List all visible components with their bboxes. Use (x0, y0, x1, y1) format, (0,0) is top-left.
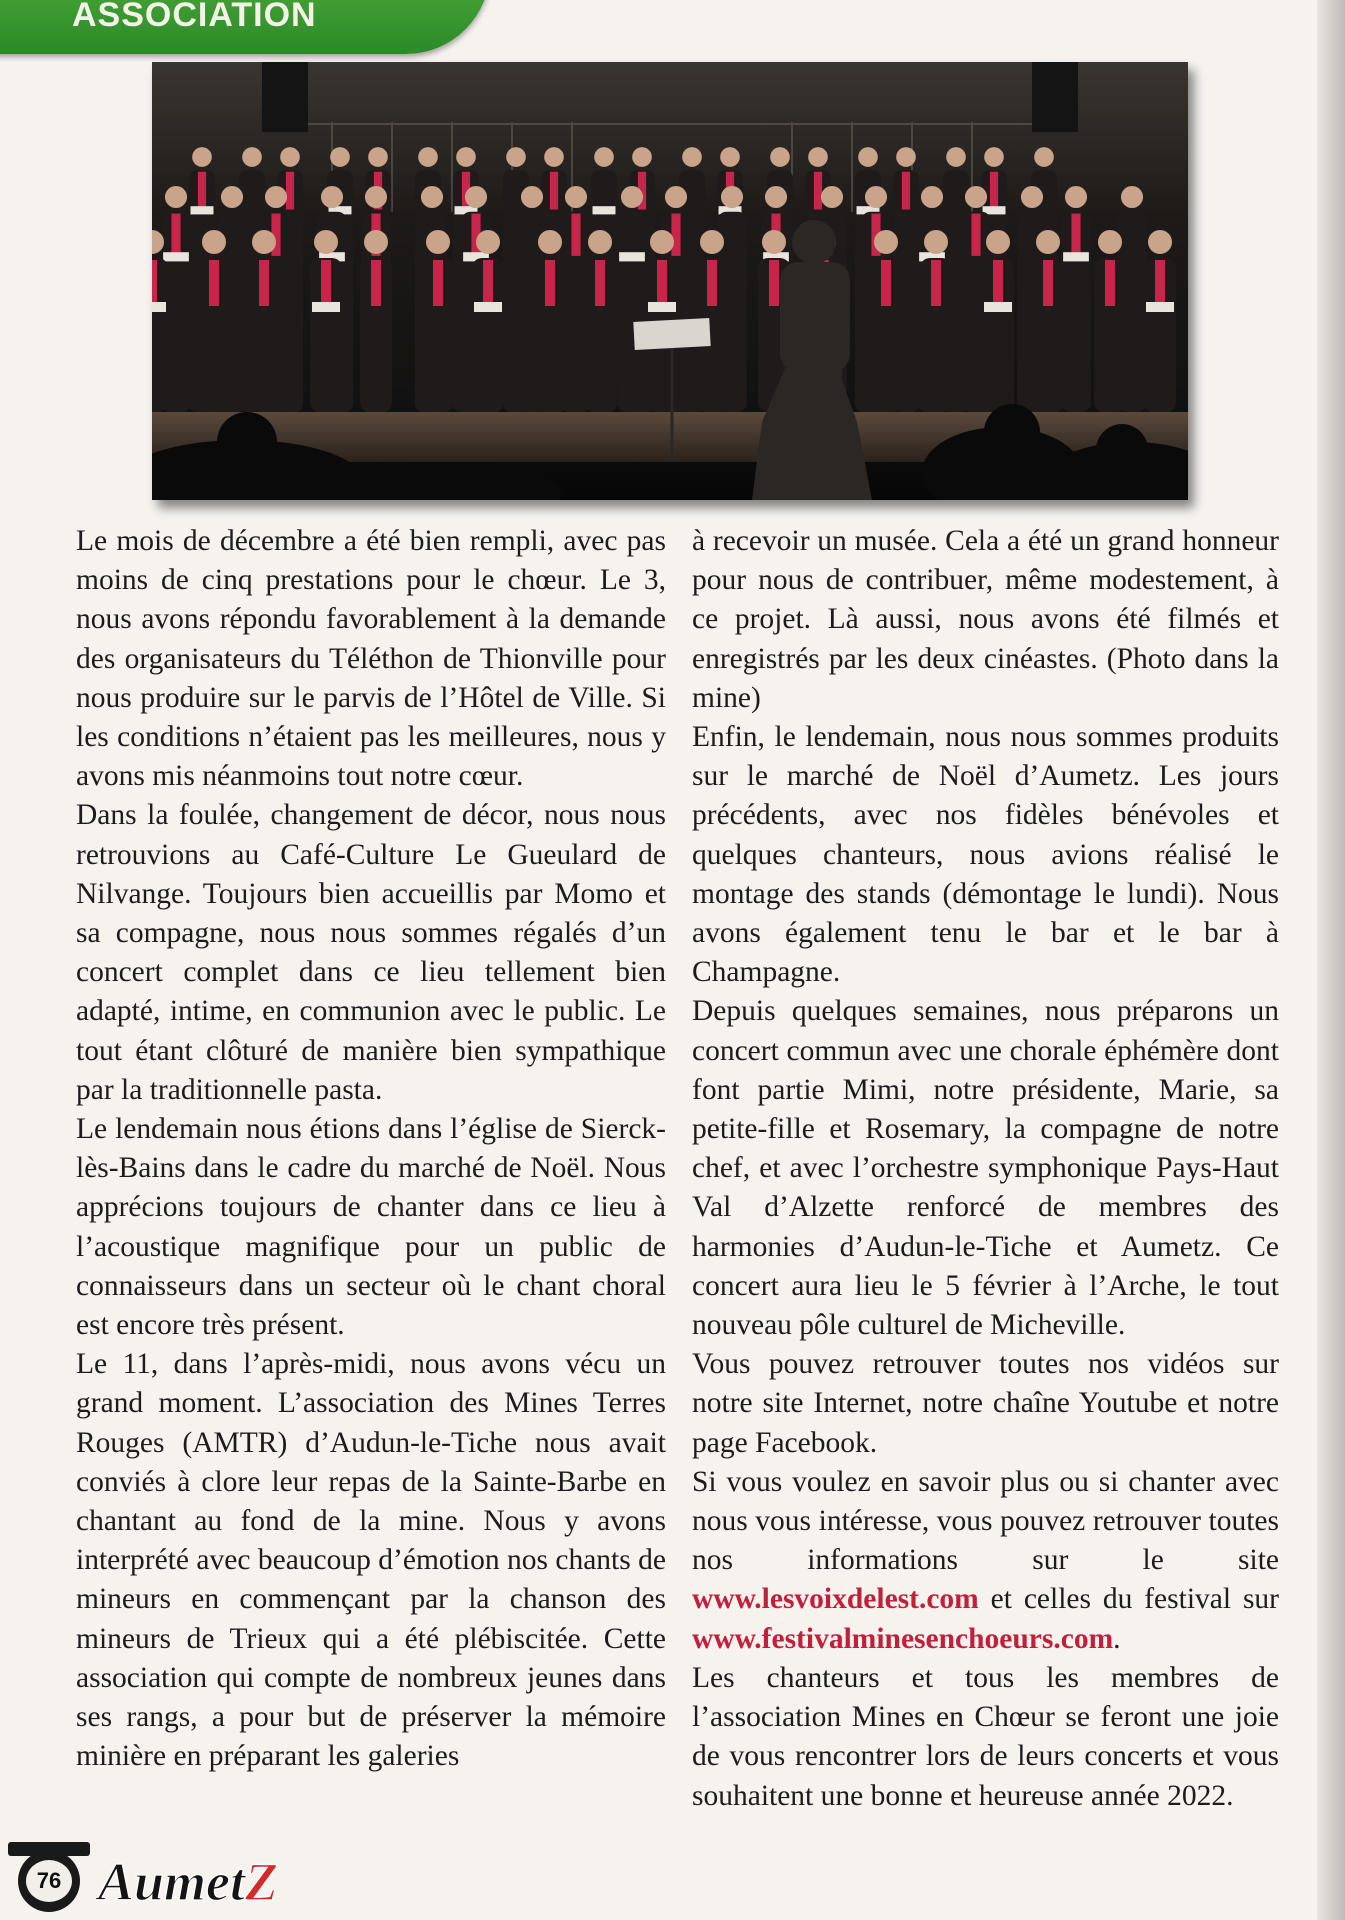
chorister-scarf (931, 260, 941, 306)
music-folder (593, 206, 616, 214)
paragraph: Depuis quelques semaines, nous préparons un concert commun avec une chorale éphémère dont font partie Mimi, notre présidente, Marie, sa petite-fille et Rosemary, la compagne de notre chef, et avec l’orchestre symphonique Pays-Haut Val d’Alzette renforcé de membres des harmonies d’Audun-le-Tiche et Aumetz. Ce concert aura lieu le 5 février à l’Arche, le tout nouveau pôle culturel de Micheville. (692, 995, 1279, 1342)
info-text-after: . (1113, 1622, 1121, 1655)
chorister-head (588, 230, 612, 254)
chorister-head (465, 186, 487, 208)
chorister-head (242, 147, 262, 167)
chorister-head (202, 230, 226, 254)
chorister-scarf (571, 214, 580, 256)
closing-paragraph: Les chanteurs et tous les membres de l’association Mines en Chœur se feront une joie de vous rencontrer lors de leurs concerts et vous souhaitent une bonne et heureuse année 2022. (692, 1661, 1279, 1812)
music-folder (984, 302, 1012, 312)
chorister-head (1148, 230, 1172, 254)
chorister-head (946, 147, 966, 167)
info-text-before: Si vous voulez en savoir plus ou si chanter avec nous vous intéresse, vous pouvez retrouver toutes nos informations sur le site (692, 1465, 1279, 1577)
music-folder (1146, 302, 1174, 312)
chorister-head (1034, 147, 1054, 167)
chorister-head (965, 186, 987, 208)
chorister-head (770, 147, 790, 167)
chorister-head (1036, 230, 1060, 254)
chorister-head (476, 230, 500, 254)
paragraph: Le mois de décembre a été bien rempli, avec pas moins de cinq prestations pour le chœur. Le 3, nous avons répondu favorablement à la demande des organisateurs du Téléthon de Thionville pour nous produire sur le parvis de l’Hôtel de Ville. Si les conditions n’étaient pas les meilleures, nous y avons mis néanmoins tout notre cœur. (76, 525, 666, 793)
festival-link[interactable]: www.festivalminesenchoeurs.com (692, 1622, 1114, 1655)
chorister-head (521, 186, 543, 208)
chorister-head (700, 230, 724, 254)
info-paragraph (692, 1463, 1279, 1659)
paragraph: à recevoir un musée. Cela a été un grand honneur pour nous de contribuer, même modestement, à ce projet. Là aussi, nous avons été filmés et enregistrés par les deux cinéastes. (Photo dans la mine) (692, 525, 1279, 714)
page-number-badge (18, 1850, 80, 1912)
music-folder (163, 252, 189, 261)
chorister-scarf (483, 260, 493, 306)
chorister-scarf (550, 172, 558, 210)
chorister-head (632, 147, 652, 167)
magazine-logo (96, 1838, 296, 1918)
chorister-head (720, 147, 740, 167)
chorister-head (252, 230, 276, 254)
chorister-scarf (1071, 214, 1080, 256)
chorister-head (544, 147, 564, 167)
chorister-head (421, 186, 443, 208)
chorister-scarf (321, 260, 331, 306)
chorister-head (1098, 230, 1122, 254)
chorister-scarf (881, 260, 891, 306)
chorister-head (330, 147, 350, 167)
chorister-head (808, 147, 828, 167)
chorister-scarf (198, 172, 206, 210)
chorister-head (538, 230, 562, 254)
chorister-head (418, 147, 438, 167)
chorister-head (565, 186, 587, 208)
page-footer (8, 1820, 308, 1920)
chorister-scarf (990, 172, 998, 210)
chorister-scarf (259, 260, 269, 306)
choir-photo-illustration (152, 62, 1188, 500)
chorister-head (1121, 186, 1143, 208)
chorister-scarf (595, 260, 605, 306)
chorister-head (874, 230, 898, 254)
paragraph: Vous pouvez retrouver toutes nos vidéos sur notre site Internet, notre chaîne Youtube et notre page Facebook. (692, 1348, 1279, 1459)
chorister-head (594, 147, 614, 167)
chorister-scarf (1155, 260, 1165, 306)
website-link[interactable]: www.lesvoixdelest.com (692, 1583, 979, 1616)
chorister-head (621, 186, 643, 208)
chorister-head (365, 186, 387, 208)
chorister-scarf (902, 172, 910, 210)
music-folder (474, 302, 502, 312)
music-folder (312, 302, 340, 312)
chorister-head (821, 186, 843, 208)
chorister-head (265, 186, 287, 208)
chorister-head (221, 186, 243, 208)
chorister-head (280, 147, 300, 167)
music-folder (152, 302, 166, 312)
chorister-head (1021, 186, 1043, 208)
article-column-right (692, 522, 1279, 1816)
chorister-scarf (545, 260, 555, 306)
paragraph: Le 11, dans l’après-midi, nous avons vécu un grand moment. L’association des Mines Terres Rouges (AMTR) d’Audun-le-Tiche nous avait conviés à clore leur repas de la Sainte-Barbe en chantant au fond de la mine. Nous y avons interprété avec beaucoup d’émotion nos chants de mineurs en commençant par la chanson des mineurs de Trieux qui a été plébiscitée. Cette association qui compte de nombreux jeunes dans ses rangs, a pour but de préserver la mémoire minière en préparant les galeries (76, 1348, 666, 1773)
chorister-scarf (152, 260, 157, 306)
chorister-head (765, 186, 787, 208)
chorister-head (896, 147, 916, 167)
info-text-middle: et celles du festival sur (978, 1583, 1279, 1616)
chorister-head (368, 147, 388, 167)
chorister-scarf (814, 172, 822, 210)
chorister-scarf (433, 260, 443, 306)
chorister-head (682, 147, 702, 167)
music-folder (1063, 252, 1089, 261)
chorister-scarf (993, 260, 1003, 306)
article-column-left (76, 522, 666, 1777)
chorister-head (665, 186, 687, 208)
choir-photo (152, 62, 1188, 500)
chorister-scarf (657, 260, 667, 306)
music-folder (619, 252, 645, 261)
chorister-scarf (171, 214, 180, 256)
magazine-logo-text: AumetZ (98, 1852, 279, 1912)
paragraph: Enfin, le lendemain, nous nous sommes produits sur le marché de Noël d’Aumetz. Les jours précédents, avec nos fidèles bénévoles et quelques chanteurs, nous avions réalisé le montage des stands (démontage le lundi). Nous avons également tenu le bar et le bar à Champagne. (692, 721, 1279, 989)
chorister-head (650, 230, 674, 254)
chorister-scarf (769, 260, 779, 306)
chorister-scarf (1043, 260, 1053, 306)
chorister-head (762, 230, 786, 254)
music-folder (648, 302, 676, 312)
chorister-head (192, 147, 212, 167)
chorister-head (921, 186, 943, 208)
chorister-scarf (286, 172, 294, 210)
chorister-head (986, 230, 1010, 254)
chorister-head (984, 147, 1004, 167)
chorister-head (456, 147, 476, 167)
music-folder (191, 206, 214, 214)
chorister-head (314, 230, 338, 254)
chorister-head (321, 186, 343, 208)
paragraph: Dans la foulée, changement de décor, nous nous retrouvions au Café-Culture Le Gueulard de Nilvange. Toujours bien accueillis par Momo et sa compagne, nous nous sommes régalés d’un concert complet dans ce lieu tellement bien adapté, intime, en communion avec le public. Le tout étant clôturé de manière bien sympathique par la traditionnelle pasta. (76, 799, 666, 1106)
chorister-scarf (707, 260, 717, 306)
chorister-head (426, 230, 450, 254)
chorister-head (924, 230, 948, 254)
chorister-head (721, 186, 743, 208)
chorister-scarf (1105, 260, 1115, 306)
chorister-head (506, 147, 526, 167)
page-edge-shadow (1317, 0, 1345, 1920)
chorister-scarf (671, 214, 680, 256)
section-title: ASSOCIATION (72, 0, 317, 34)
chorister-head (858, 147, 878, 167)
page-number: 76 (26, 1860, 72, 1902)
chorister-head (364, 230, 388, 254)
chorister-scarf (371, 260, 381, 306)
paragraph: Le lendemain nous étions dans l’église de Sierck-lès-Bains dans le cadre du marché de Noël. Nous apprécions toujours de chanter dans ce lieu à l’acoustique magnifique pour un public de connaisseurs dans un secteur où le chant choral est encore très présent. (76, 1113, 666, 1342)
chorister-head (165, 186, 187, 208)
chorister-scarf (209, 260, 219, 306)
chorister-body (617, 212, 646, 412)
chorister-scarf (971, 214, 980, 256)
chorister-head (865, 186, 887, 208)
chorister-head (1065, 186, 1087, 208)
